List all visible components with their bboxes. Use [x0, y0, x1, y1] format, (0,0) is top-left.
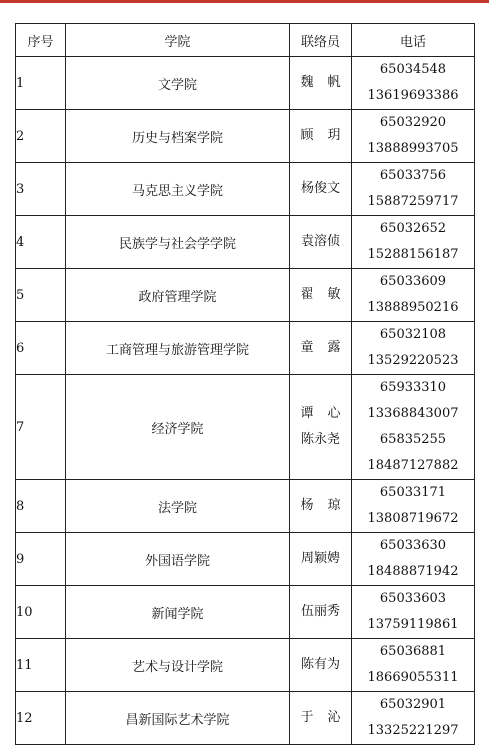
phone-number: 65032920	[379, 115, 447, 130]
table-row	[16, 586, 475, 639]
college-name: 新闻学院	[66, 586, 290, 639]
college-name: 民族学与社会学学院	[66, 216, 290, 269]
phone-cell	[352, 692, 475, 745]
header-row	[16, 24, 475, 57]
phone-number: 65033756	[379, 168, 447, 183]
contact-person: 陈有为	[300, 657, 340, 672]
phone-cell	[352, 269, 475, 322]
row-number: 12	[16, 692, 66, 745]
phone-number: 65034548	[379, 62, 447, 77]
phone-cell	[352, 57, 475, 110]
phone-number: 65933310	[379, 380, 447, 395]
contact-table	[15, 23, 475, 745]
phone-number: 65032901	[379, 697, 447, 712]
contact-person: 杨琼	[300, 498, 355, 513]
phone-number: 18487127882	[367, 458, 459, 473]
phone-cell	[352, 216, 475, 269]
phone-number: 65036881	[379, 644, 447, 659]
table-row	[16, 692, 475, 745]
contact-person-cell	[290, 163, 352, 216]
row-number: 11	[16, 639, 66, 692]
table-row	[16, 163, 475, 216]
contact-person: 于沁	[300, 710, 355, 725]
contact-person: 陈永尧	[300, 432, 340, 447]
row-number: 1	[16, 57, 66, 110]
table-row	[16, 533, 475, 586]
contact-person-cell	[290, 216, 352, 269]
phone-number: 13888993705	[367, 141, 459, 156]
contact-person: 翟敏	[300, 287, 355, 302]
college-name: 艺术与设计学院	[66, 639, 290, 692]
contact-person: 袁溶侦	[300, 234, 340, 249]
phone-number: 65033171	[379, 485, 447, 500]
table-row	[16, 110, 475, 163]
row-number: 5	[16, 269, 66, 322]
table-row	[16, 375, 475, 480]
row-number: 3	[16, 163, 66, 216]
row-number: 7	[16, 375, 66, 480]
phone-number: 13808719672	[367, 511, 459, 526]
contact-person: 魏帆	[300, 75, 355, 90]
phone-number: 18669055311	[367, 670, 459, 685]
phone-cell	[352, 639, 475, 692]
phone-number: 65835255	[379, 432, 447, 447]
row-number: 9	[16, 533, 66, 586]
header-phone: 电话	[352, 24, 475, 57]
phone-number: 13529220523	[367, 353, 459, 368]
table-row	[16, 639, 475, 692]
phone-number: 65032652	[379, 221, 447, 236]
college-name: 文学院	[66, 57, 290, 110]
phone-number: 65032108	[379, 327, 447, 342]
phone-cell	[352, 110, 475, 163]
phone-number: 15887259717	[367, 194, 459, 209]
contact-person-cell	[290, 533, 352, 586]
contact-person: 伍丽秀	[300, 604, 340, 619]
table-row	[16, 322, 475, 375]
phone-number: 13368843007	[367, 406, 459, 421]
contact-person-cell	[290, 57, 355, 110]
row-number: 6	[16, 322, 66, 375]
table-row	[16, 57, 475, 110]
phone-number: 18488871942	[367, 564, 459, 579]
college-name: 昌新国际艺术学院	[66, 692, 290, 745]
phone-number: 13325221297	[367, 723, 459, 738]
row-number: 2	[16, 110, 66, 163]
phone-number: 13619693386	[367, 88, 459, 103]
phone-number: 15288156187	[367, 247, 459, 262]
college-name: 历史与档案学院	[66, 110, 290, 163]
contact-person-cell	[290, 586, 352, 639]
college-name: 外国语学院	[66, 533, 290, 586]
phone-number: 65033609	[379, 274, 447, 289]
header-college: 学院	[66, 24, 290, 57]
college-name: 法学院	[66, 480, 290, 533]
phone-number: 13759119861	[367, 617, 459, 632]
table-row	[16, 480, 475, 533]
phone-number: 65033630	[379, 538, 447, 553]
college-name: 工商管理与旅游管理学院	[66, 322, 290, 375]
phone-number: 13888950216	[367, 300, 459, 315]
table-row	[16, 269, 475, 322]
row-number: 10	[16, 586, 66, 639]
header-contact: 联络员	[290, 24, 352, 57]
contact-person: 周颖娉	[300, 551, 340, 566]
contact-person: 谭心	[300, 406, 355, 421]
contact-person-cell	[290, 639, 352, 692]
table-body	[16, 57, 475, 745]
college-name: 马克思主义学院	[66, 163, 290, 216]
header-no: 序号	[16, 24, 66, 57]
college-name: 经济学院	[66, 375, 290, 480]
phone-cell	[352, 533, 475, 586]
phone-cell	[352, 480, 475, 533]
contact-person: 杨俊文	[300, 181, 340, 196]
top-accent-bar	[0, 0, 489, 3]
row-number: 8	[16, 480, 66, 533]
phone-cell	[352, 163, 475, 216]
phone-cell	[352, 586, 475, 639]
contact-person-cell	[290, 110, 355, 163]
row-number: 4	[16, 216, 66, 269]
phone-number: 65033603	[379, 591, 447, 606]
phone-cell	[352, 322, 475, 375]
contact-person-cell	[290, 375, 355, 480]
contact-person-cell	[290, 480, 355, 533]
contact-person-cell	[290, 269, 355, 322]
college-name: 政府管理学院	[66, 269, 290, 322]
contact-person-cell	[290, 322, 355, 375]
phone-cell	[352, 375, 475, 480]
contact-person-cell	[290, 692, 355, 745]
contact-person: 童露	[300, 340, 355, 355]
contact-person: 顾玥	[300, 128, 355, 143]
table-row	[16, 216, 475, 269]
